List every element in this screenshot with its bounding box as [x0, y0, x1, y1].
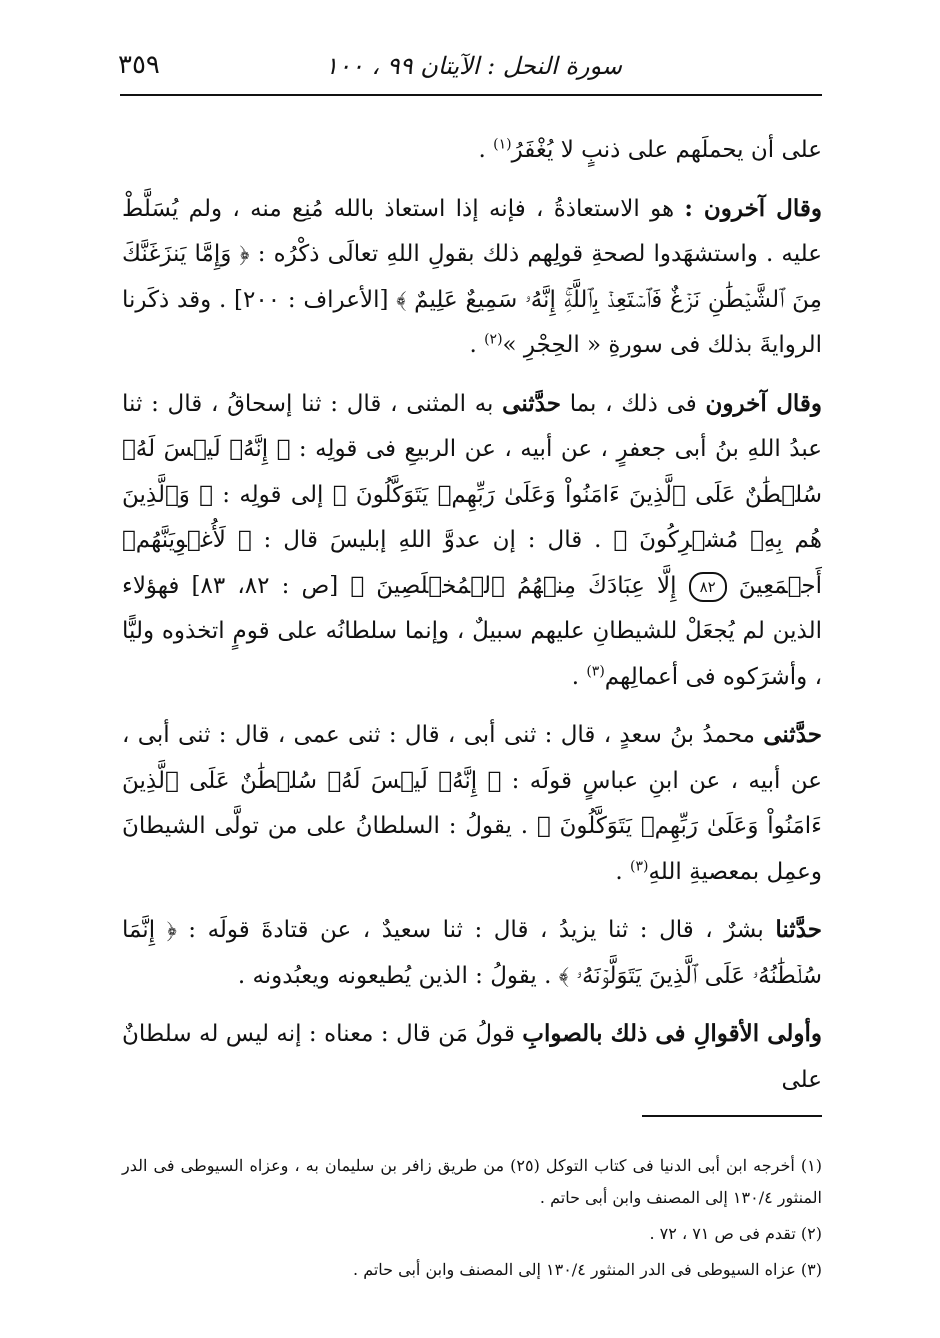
paragraph-5 [122, 907, 822, 999]
paragraph-text: به المثنى ، قال : ثنا إسحاقُ ، قال : ثنا عبدُ اللهِ بنُ أبى جعفرٍ ، عن أبيه ، عن الربيعِ فى قولِه : [122, 390, 822, 462]
paragraph-4 [122, 712, 822, 895]
paragraph-6 [122, 1011, 822, 1103]
narration-label: حدَّثنا [775, 916, 822, 943]
quran-quote: إِلَّا عِبَادَكَ مِنۡهُمُ ٱلۡمُخۡلَصِينَ ﴾ [350, 572, 677, 599]
paragraph-end: . [478, 137, 494, 163]
footnote-ref: (٣) [630, 857, 649, 874]
paragraph-text: إلى قولِه : [213, 481, 333, 508]
paragraph-end: . [615, 858, 630, 885]
footnote-divider [642, 1115, 822, 1117]
paragraph-text: على أن يحملَهم على ذنبٍ لا يُغْفَرُ [511, 137, 822, 163]
footnote-2: (٢) تقدم فى ص ٧١ ، ٧٢ . [649, 1224, 822, 1243]
paragraph-end: . [469, 332, 485, 358]
paragraph-text: فى ذلك ، بما [560, 390, 706, 417]
quran-quote: ﴿ وَإِمَّا يَنزَغَنَّكَ مِنَ ٱلشَّيۡطَٰنِ نَزۡغٌ فَٱسۡتَعِذۡ بِٱللَّهِۚ إِنَّهُۥ سَمِيعٌ عَلِيمٌ ﴾ [122, 241, 822, 313]
header-divider [120, 94, 822, 96]
surah-citation: [ص : ٨٢، ٨٣] [191, 572, 351, 599]
main-text [122, 128, 822, 1115]
page-header [118, 48, 822, 88]
quran-quote: ﴿ إِنَّهُۥ لَيۡسَ لَهُۥ سُلۡطَٰنٌ عَلَى ٱلَّذِينَ ءَامَنُواْ وَعَلَىٰ رَبِّهِمۡ يَتَوَكَّلُونَ ﴾ [122, 767, 822, 839]
paragraph-2 [122, 186, 822, 369]
paragraph-text: هو الاستعاذةُ ، فإنه إذا استعاذ بالله مُنِع منه ، ولم يُسَلَّطْ عليه . واستشهَدوا لصحةِ قولِهم ذلك بقولِ اللهِ تعالَى ذكْرُه : [122, 195, 822, 267]
quran-quote: ﴿ وَٱلَّذِينَ هُم بِهِۦ مُشۡرِكُونَ ﴾ [122, 481, 822, 553]
footnote-ref: (٢) [484, 331, 503, 348]
paragraph-text: محمدُ بنُ سعدٍ ، قال : ثنى أبى ، قال : ثنى عمى ، قال : ثنى أبى ، عن أبيه ، عن ابنِ عباسٍ قولَه : [122, 722, 823, 794]
ayah-number-marker: ٨٢ [689, 572, 727, 602]
footnotes [122, 1150, 822, 1290]
paragraph-text: . قال : إن عدوَّ اللهِ إبليسَ قال : [251, 527, 614, 553]
page-number: ٣٥٩ [118, 50, 160, 80]
narration-label: حدَّثنى [502, 389, 561, 417]
paragraph-1 [122, 128, 822, 174]
running-title: سورة النحل : الآيتان ٩٩ ، ١٠٠ [325, 52, 622, 80]
paragraph-end: . [571, 663, 587, 690]
speaker-label: وقال آخرون : [684, 194, 823, 222]
surah-citation: [الأعراف : ٢٠٠] [234, 286, 397, 313]
quran-quote: ﴿ إِنَّمَا سُلۡطَٰنُهُۥ عَلَى ٱلَّذِينَ يَتَوَلَّوۡنَهُۥ ﴾ [122, 917, 822, 989]
footnote-1: (١) أخرجه ابن أبى الدنيا فى كتاب التوكل (٢٥) من طريق زافر بن سليمان به ، وعزاه السيوطى فى الدر المنثور ١٣٠/٤ إلى المصنف وابن أبى حاتم . [122, 1156, 822, 1207]
footnote-ref: (١) [493, 136, 512, 153]
narration-label: حدَّثنى [763, 721, 822, 748]
quran-quote: ﴿ إِنَّهُۥ لَيۡسَ لَهُۥ سُلۡطَٰنٌ عَلَى ٱلَّذِينَ ءَامَنُواْ وَعَلَىٰ رَبِّهِمۡ يَتَوَكَّلُونَ ﴾ [122, 436, 822, 508]
paragraph-text: . وقد ذكَرنا الروايةَ بذلك فى سورةِ « الحِجْرِ » [122, 286, 822, 358]
speaker-label: وقال آخرون [705, 389, 823, 417]
paragraph-text: فهؤلاء الذين لم يُجعَلْ للشيطانِ عليهم سبيلٌ ، وإنما سلطانُه على قومٍ اتخذوه وليًّا ، وأشرَكوه فى أعمالِهم [122, 572, 822, 690]
paragraph-text: قولُ مَن قال : معناه : إنه ليس له سلطانٌ على [122, 1021, 822, 1093]
footnote-ref: (٣) [586, 662, 605, 679]
conclusion-label: وأولى الأقوالِ فى ذلك بالصوابِ [522, 1020, 822, 1047]
paragraph-text: . يقولُ : الذين يُطيعونه ويعبُدونه . [237, 962, 559, 989]
paragraph-text: . يقولُ : السلطانُ على من تولَّى الشيطانَ وعمِل بمعصيةِ اللهِ [122, 813, 822, 885]
quran-quote: ﴿ لَأُغۡوِيَنَّهُمۡ أَجۡمَعِينَ [122, 527, 822, 599]
paragraph-text: بشرٌ ، قال : ثنا يزيدُ ، قال : ثنا سعيدٌ ، عن قتادةَ قولَه : [176, 917, 776, 943]
footnote-3: (٣) عزاه السيوطى فى الدر المنثور ١٣٠/٤ إلى المصنف وابن أبى حاتم . [353, 1260, 822, 1279]
paragraph-3 [122, 381, 822, 701]
